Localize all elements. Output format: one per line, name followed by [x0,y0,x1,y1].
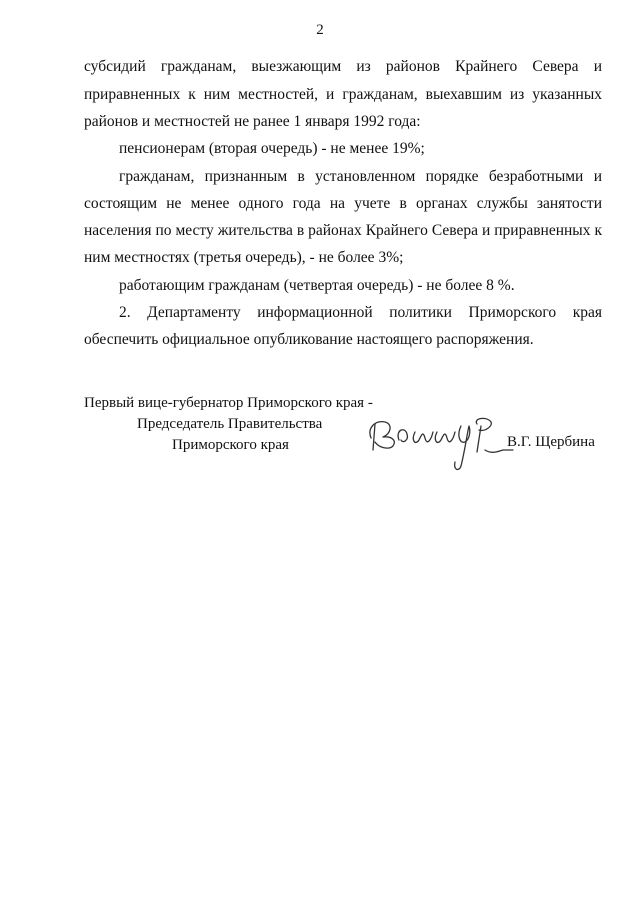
body-line-4: пенсионерам (вторая очередь) - не менее 19%; [119,140,425,157]
body-line-10: 2. Департаменту информационной политики Приморского края [119,304,602,321]
body-line-5: гражданам, признанным в установленном порядке безработными и [119,168,602,185]
body-line-3: районов и местностей не ранее 1 января 1992 года: [84,113,421,130]
body-line-1: субсидий гражданам, выезжающим из районов Крайнего Севера и [84,58,602,75]
body-line-2: приравненных к ним местностей, и гражданам, выехавшим из указанных [84,86,602,103]
signatory-title-line-1: Первый вице-губернатор Приморского края - [84,395,373,411]
signatory-name: В.Г. Щербина [507,434,595,450]
handwritten-signature [365,410,515,472]
body-line-6: состоящим не менее одного года на учете в органах службы занятости [84,195,602,212]
body-line-7: населения по месту жительства в районах Крайнего Севера и приравненных к [84,222,602,239]
body-line-9: работающим гражданам (четвертая очередь) - не более 8 %. [119,277,515,294]
signatory-title-line-2: Председатель Правительства [137,416,323,432]
body-line-8: ним местностях (третья очередь), - не более 3%; [84,249,404,266]
page-number: 2 [316,22,324,38]
signatory-title-line-3: Приморского края [172,437,289,453]
body-line-11: обеспечить официальное опубликование настоящего распоряжения. [84,331,534,348]
